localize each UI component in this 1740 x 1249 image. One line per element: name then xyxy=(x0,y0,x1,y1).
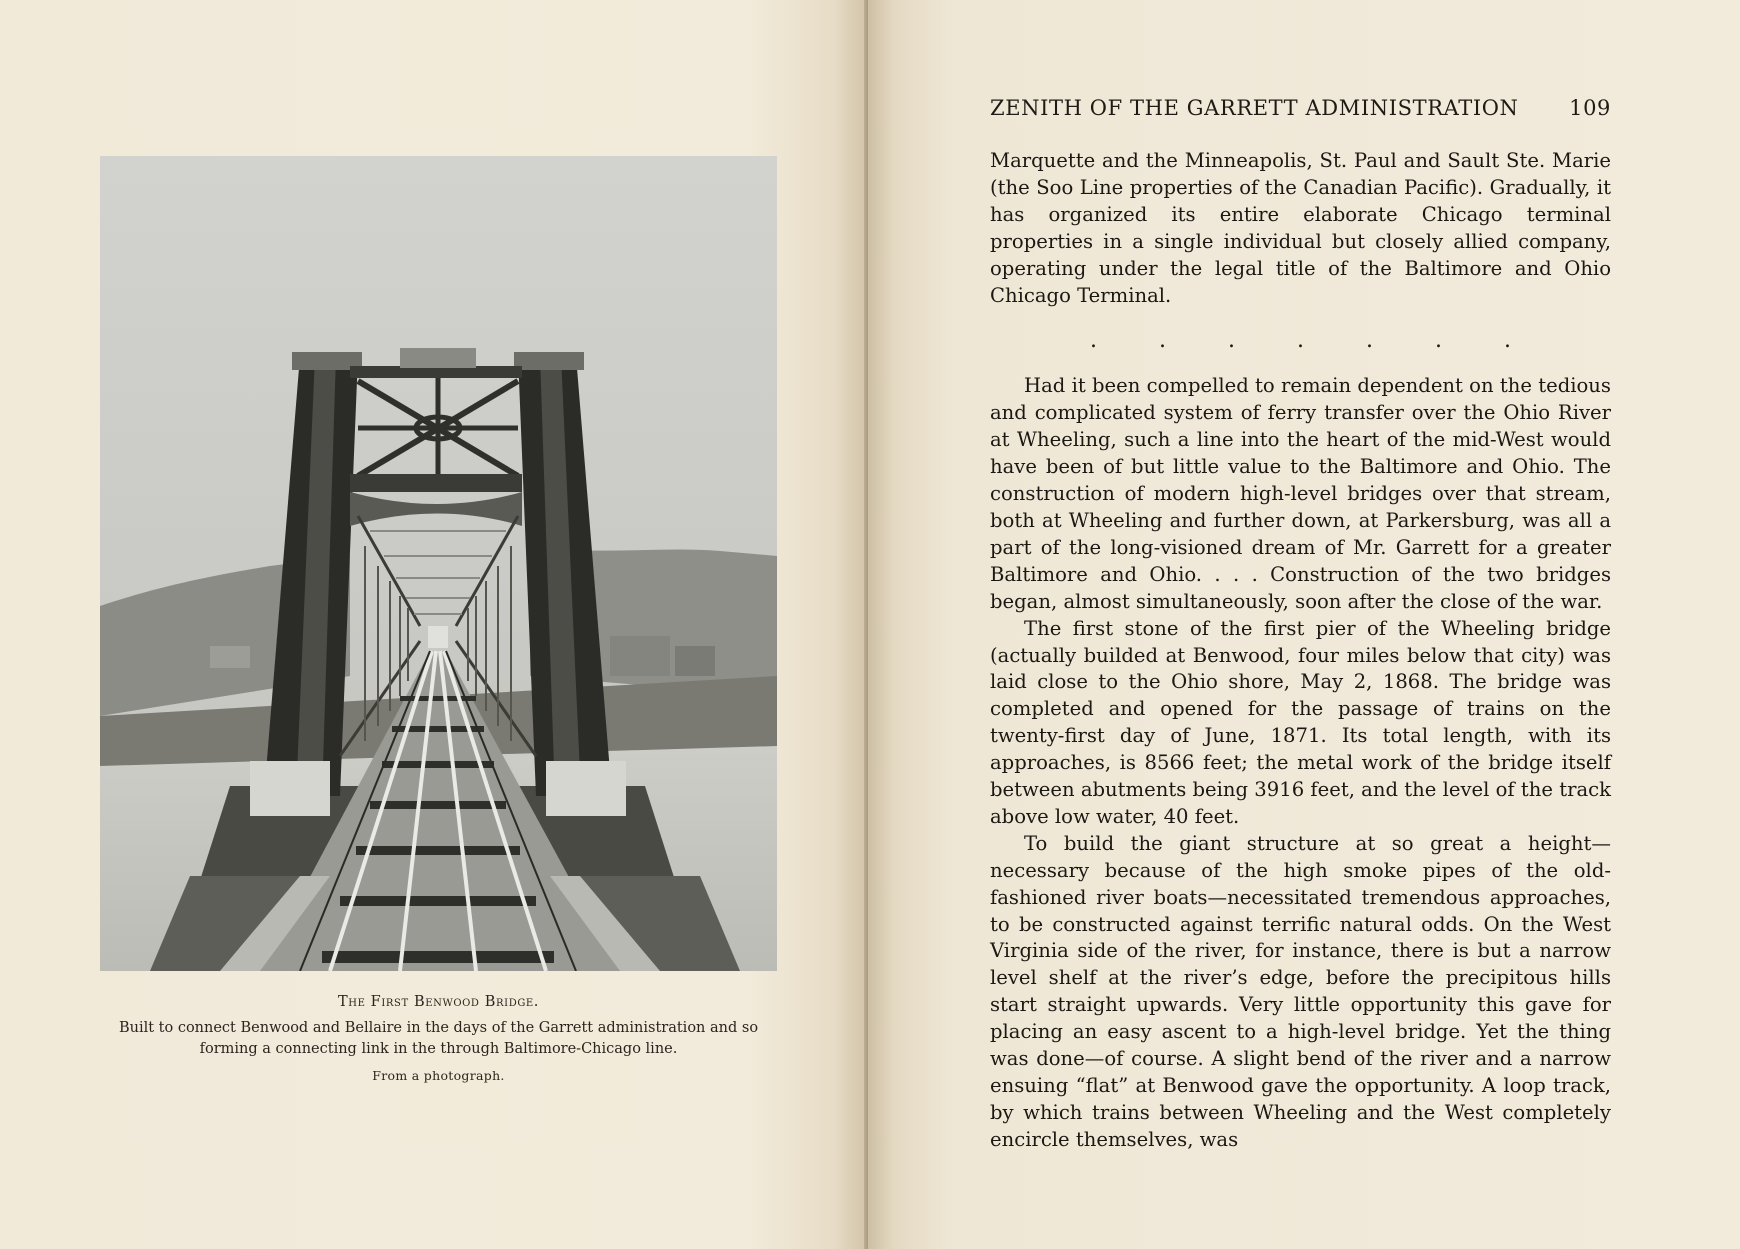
section-break-dot: . xyxy=(1435,328,1442,354)
plate-caption-description: Built to connect Benwood and Bellaire in the days of the Garrett administration and so forming a connecting link in the through Baltimore-Chicago line. xyxy=(118,1020,759,1057)
left-page xyxy=(0,0,868,1249)
paragraph: The first stone of the first pier of the Wheeling bridge (actually builded at Benwood, four miles below that city) was laid close to the Ohio shore, May 2, 1868. The bridge was completed and opened for the passage of trains on the twenty-first day of June, 1871. Its total length, with its approaches, is 8566 feet; the metal work of the bridge itself between abutments being 3916 feet, and the level of the track above low water, 40 feet. xyxy=(990,616,1611,828)
running-head-title: ZENITH OF THE GARRETT ADMINISTRATION xyxy=(990,96,1519,120)
running-head xyxy=(990,96,1611,120)
paragraph: To build the giant structure at so great a height—necessary because of the high smoke pipes of the old-fashioned river boats—necessitated tremendous approaches, to be constructed against terrific natural odds. On the West Virginia side of the river, for instance, there is but a narrow level shelf at the river’s edge, before the precipitous hills start straight upwards. Very little opportunity this gave for placing an easy ascent to a high-level bridge. Yet the thing was done—of course. A slight bend of the river and a narrow ensuing “flat” at Benwood gave the opportunity. A loop track, by which trains between Wheeling and the West completely encircle themselves, was xyxy=(990,831,1611,1151)
section-break-dot: . xyxy=(1297,328,1304,354)
section-break-dot: . xyxy=(1504,328,1511,354)
section-break-dot: . xyxy=(1366,328,1373,354)
bridge-photo-illustration xyxy=(100,156,777,971)
body-text xyxy=(990,148,1611,1154)
page-number: 109 xyxy=(1569,96,1611,120)
paragraph: Marquette and the Minneapolis, St. Paul and Sault Ste. Marie (the Soo Line properties of the Canadian Pacific). Gradually, it has organized its entire elaborate Chicago terminal properties in a single individual but closely allied company, operating under the legal title of the Baltimore and Ohio Chicago Terminal. xyxy=(990,149,1611,307)
paragraph: Had it been compelled to remain dependent on the tedious and complicated system of ferry transfer over the Ohio River at Wheeling, such a line into the heart of the mid-West would have been of but little value to the Baltimore and Ohio. The construction of modern high-level bridges over that stream, both at Wheeling and further down, at Parkersburg, was all a part of the long-visioned dream of Mr. Garrett for a greater Baltimore and Ohio. . . . Construction of the two bridges began, almost simultaneously, soon after the close of the war. xyxy=(990,374,1611,613)
section-break-dot: . xyxy=(1159,328,1166,354)
section-break-dot: . xyxy=(1228,328,1235,354)
plate-caption-source: From a photograph. xyxy=(372,1068,505,1083)
plate-caption-title: The First Benwood Bridge. xyxy=(337,994,540,1010)
section-break xyxy=(990,309,1611,373)
section-break-dot: . xyxy=(1090,328,1097,354)
bridge-photograph xyxy=(100,156,777,971)
